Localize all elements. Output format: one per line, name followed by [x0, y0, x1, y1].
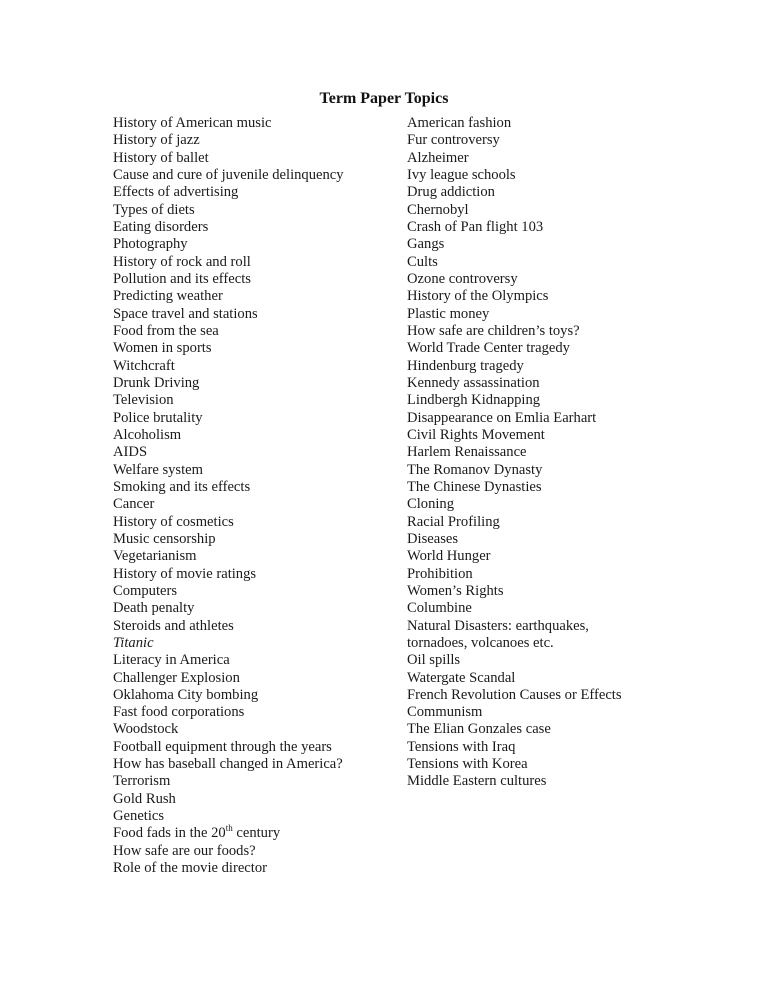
topic-text: Diseases [407, 530, 459, 547]
topic-text: Hindenburg tragedy [407, 357, 524, 374]
topic-item [113, 652, 403, 669]
topic-item [407, 496, 737, 513]
topic-item [113, 635, 403, 652]
topic-text: Prohibition [407, 565, 473, 582]
ordinal-superscript: th [225, 823, 233, 834]
topic-text: The Romanov Dynasty [407, 461, 543, 478]
topic-item [113, 115, 403, 132]
topic-item [113, 236, 403, 253]
topic-item [113, 756, 403, 773]
topic-text: Cause and cure of juvenile delinquency [113, 166, 344, 183]
topic-item [407, 115, 737, 132]
topic-text: Cancer [113, 496, 155, 513]
topic-item [113, 825, 403, 842]
topic-text: Steroids and athletes [113, 617, 234, 634]
topic-text: Women in sports [113, 340, 212, 357]
topic-text: Terrorism [113, 773, 171, 790]
topic-item [113, 340, 403, 357]
topic-item [113, 670, 403, 687]
topics-list-left [113, 115, 403, 877]
topic-item [113, 496, 403, 513]
topic-item [113, 202, 403, 219]
topic-item [113, 167, 403, 184]
topic-text: Oil spills [407, 652, 461, 669]
topic-text: Woodstock [113, 721, 179, 738]
page-title: Term Paper Topics [319, 90, 449, 107]
topic-text: Racial Profiling [407, 513, 500, 530]
topic-item [113, 566, 403, 583]
topic-item [407, 583, 737, 600]
topic-item [407, 704, 737, 721]
topic-text: Cults [407, 253, 438, 270]
topic-text: Predicting weather [113, 288, 223, 305]
topic-text: Death penalty [113, 600, 195, 617]
topic-text: Plastic money [407, 305, 490, 322]
topic-item [407, 375, 737, 392]
topic-text: History of the Olympics [407, 288, 549, 305]
topic-text: Food fads in the 20 [113, 825, 226, 842]
topic-item [407, 721, 737, 738]
topic-text: tornadoes, volcanoes etc. [407, 634, 554, 651]
topic-item [113, 704, 403, 721]
topic-text: Eating disorders [113, 218, 209, 235]
topic-item [407, 254, 737, 271]
topic-text: Welfare system [113, 461, 203, 478]
topic-text: Police brutality [113, 409, 203, 426]
topic-item [113, 687, 403, 704]
topic-text: History of American music [113, 115, 272, 131]
topic-text: Genetics [113, 808, 165, 825]
topic-item [113, 860, 403, 877]
topic-text: Ozone controversy [407, 270, 518, 287]
topic-item [407, 427, 737, 444]
topic-text: Crash of Pan flight 103 [407, 218, 544, 235]
topic-text: Types of diets [113, 201, 195, 218]
topic-text: Drug addiction [407, 184, 495, 201]
topic-item [113, 288, 403, 305]
topic-text: Music censorship [113, 530, 216, 547]
topic-text: The Chinese Dynasties [407, 478, 542, 495]
topic-item [407, 358, 737, 375]
topic-text: Alcoholism [113, 426, 182, 443]
topic-item [407, 288, 737, 305]
topic-item [407, 184, 737, 201]
topic-item [113, 618, 403, 635]
topic-text: World Trade Center tragedy [407, 340, 570, 357]
topic-item [407, 462, 737, 479]
topic-text: Columbine [407, 600, 472, 617]
topic-item [407, 635, 737, 652]
topic-item [113, 271, 403, 288]
topic-text: Cloning [407, 496, 455, 513]
topic-text: Civil Rights Movement [407, 426, 545, 443]
topic-text: Drunk Driving [113, 374, 200, 391]
topic-item [407, 271, 737, 288]
topic-item [113, 219, 403, 236]
topic-item [113, 583, 403, 600]
topic-item [407, 739, 737, 756]
topic-text: Oklahoma City bombing [113, 686, 259, 703]
topic-item [113, 410, 403, 427]
topic-item [407, 566, 737, 583]
topic-item [407, 531, 737, 548]
topic-item [407, 773, 737, 790]
topic-item [113, 548, 403, 565]
topic-text: How safe are our foods? [113, 842, 256, 859]
topic-item [113, 427, 403, 444]
topic-item [407, 150, 737, 167]
topic-text: Fast food corporations [113, 704, 245, 721]
topic-item [407, 618, 737, 635]
topic-item [113, 444, 403, 461]
topic-item [407, 132, 737, 149]
topic-item [113, 514, 403, 531]
topic-item [407, 219, 737, 236]
topic-text: Disappearance on Emlia Earhart [407, 409, 597, 426]
topic-text: Kennedy assassination [407, 374, 540, 391]
topic-text: World Hunger [407, 548, 491, 565]
topic-item [113, 531, 403, 548]
topic-item [113, 843, 403, 860]
topic-item [113, 254, 403, 271]
topic-item [407, 392, 737, 409]
topic-item [113, 375, 403, 392]
topic-text: Watergate Scandal [407, 669, 516, 686]
topic-item [407, 167, 737, 184]
topics-list-right [407, 115, 737, 791]
topic-item [407, 306, 737, 323]
topic-text: Witchcraft [113, 357, 175, 374]
topic-text: Alzheimer [407, 149, 469, 166]
topic-text: Pollution and its effects [113, 270, 251, 287]
topic-text: Natural Disasters: earthquakes, [407, 617, 589, 634]
topic-item [407, 548, 737, 565]
topic-text: Role of the movie director [113, 860, 267, 877]
topic-text: Ivy league schools [407, 166, 516, 183]
topic-item [113, 392, 403, 409]
topic-text: How has baseball changed in America? [113, 756, 343, 773]
topic-item [113, 150, 403, 167]
topic-text: Tensions with Iraq [407, 738, 516, 755]
topic-item [113, 462, 403, 479]
topic-item [113, 721, 403, 738]
topic-item [113, 791, 403, 808]
topic-text: The Elian Gonzales case [407, 721, 551, 738]
topic-item [407, 756, 737, 773]
topic-item [113, 358, 403, 375]
topic-item [407, 652, 737, 669]
topic-item [407, 323, 737, 340]
topic-text: Food from the sea [113, 322, 219, 339]
topic-text: History of rock and roll [113, 253, 251, 270]
topic-item [113, 132, 403, 149]
topic-text: History of jazz [113, 132, 200, 149]
topic-text-suffix: century [232, 825, 281, 842]
topic-text: Challenger Explosion [113, 669, 240, 686]
topic-text: Lindbergh Kidnapping [407, 392, 541, 409]
topic-item [407, 340, 737, 357]
topic-item [113, 306, 403, 323]
topic-text: Women’s Rights [407, 582, 504, 599]
topic-text: AIDS [113, 444, 148, 461]
topic-text: Titanic [113, 634, 154, 651]
topic-text: Harlem Renaissance [407, 444, 527, 461]
topic-text: Gangs [407, 236, 445, 253]
topic-item [407, 444, 737, 461]
topic-text: Communism [407, 704, 483, 721]
topic-text: Computers [113, 582, 178, 599]
topic-text: Photography [113, 236, 188, 253]
topic-item [113, 773, 403, 790]
topic-text: Chernobyl [407, 201, 469, 218]
topic-item [407, 670, 737, 687]
topic-item [113, 184, 403, 201]
topic-item [113, 600, 403, 617]
topic-text: Middle Eastern cultures [407, 773, 547, 790]
topic-text: History of cosmetics [113, 513, 234, 530]
topic-text: Effects of advertising [113, 184, 239, 201]
topic-item [113, 739, 403, 756]
topic-item [407, 600, 737, 617]
topic-text: Television [113, 392, 174, 409]
topic-item [407, 410, 737, 427]
topic-item [113, 808, 403, 825]
topic-text: French Revolution Causes or Effects [407, 686, 622, 703]
topic-text: American fashion [407, 115, 512, 131]
topic-text: History of ballet [113, 149, 209, 166]
topic-item [407, 236, 737, 253]
topic-item [113, 479, 403, 496]
topic-text: Smoking and its effects [113, 478, 251, 495]
topic-item [407, 687, 737, 704]
topic-item [113, 323, 403, 340]
topic-text: Gold Rush [113, 790, 176, 807]
topic-text: Literacy in America [113, 652, 230, 669]
topic-text: Space travel and stations [113, 305, 258, 322]
topic-item [407, 202, 737, 219]
topic-item [407, 514, 737, 531]
topic-text: History of movie ratings [113, 565, 257, 582]
topic-text: Vegetarianism [113, 548, 197, 565]
topic-item [407, 479, 737, 496]
topic-text: Tensions with Korea [407, 756, 528, 773]
topic-text: Football equipment through the years [113, 738, 332, 755]
topic-text: How safe are children’s toys? [407, 322, 580, 339]
topic-text: Fur controversy [407, 132, 500, 149]
